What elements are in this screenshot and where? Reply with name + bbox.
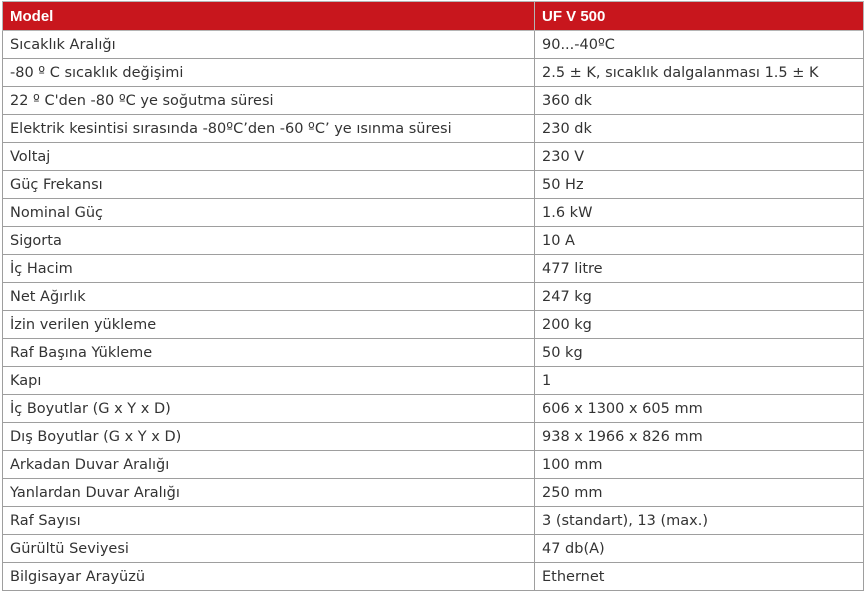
spec-table xyxy=(2,1,864,591)
table-row xyxy=(3,535,864,563)
spec-label: Net Ağırlık xyxy=(3,283,535,311)
table-row xyxy=(3,423,864,451)
spec-label: Sigorta xyxy=(3,227,535,255)
spec-label: Voltaj xyxy=(3,143,535,171)
table-row xyxy=(3,479,864,507)
table-row xyxy=(3,199,864,227)
spec-value: 606 x 1300 x 605 mm xyxy=(535,395,864,423)
spec-value: 10 A xyxy=(535,227,864,255)
spec-value: Ethernet xyxy=(535,563,864,591)
spec-value: 90...-40ºC xyxy=(535,31,864,59)
table-row xyxy=(3,171,864,199)
table-row xyxy=(3,87,864,115)
table-row xyxy=(3,115,864,143)
spec-value: 1.6 kW xyxy=(535,199,864,227)
spec-label: Bilgisayar Arayüzü xyxy=(3,563,535,591)
spec-value: 247 kg xyxy=(535,283,864,311)
table-row xyxy=(3,339,864,367)
spec-label: Gürültü Seviyesi xyxy=(3,535,535,563)
spec-label: Raf Başına Yükleme xyxy=(3,339,535,367)
spec-value: 50 Hz xyxy=(535,171,864,199)
spec-value: 230 V xyxy=(535,143,864,171)
spec-label: Nominal Güç xyxy=(3,199,535,227)
spec-label: Güç Frekansı xyxy=(3,171,535,199)
spec-label: -80 º C sıcaklık değişimi xyxy=(3,59,535,87)
spec-label: Arkadan Duvar Aralığı xyxy=(3,451,535,479)
spec-value: 360 dk xyxy=(535,87,864,115)
spec-value: 1 xyxy=(535,367,864,395)
spec-value: 250 mm xyxy=(535,479,864,507)
table-row xyxy=(3,507,864,535)
spec-label: Sıcaklık Aralığı xyxy=(3,31,535,59)
table-row xyxy=(3,367,864,395)
header-model: Model xyxy=(3,2,535,31)
spec-value: 50 kg xyxy=(535,339,864,367)
header-model-name: UF V 500 xyxy=(535,2,864,31)
table-header-row xyxy=(3,2,864,31)
table-row xyxy=(3,59,864,87)
spec-value: 2.5 ± K, sıcaklık dalgalanması 1.5 ± K xyxy=(535,59,864,87)
spec-label: Kapı xyxy=(3,367,535,395)
spec-value: 938 x 1966 x 826 mm xyxy=(535,423,864,451)
table-row xyxy=(3,395,864,423)
spec-value: 100 mm xyxy=(535,451,864,479)
spec-value: 47 db(A) xyxy=(535,535,864,563)
table-row xyxy=(3,31,864,59)
spec-label: Dış Boyutlar (G x Y x D) xyxy=(3,423,535,451)
spec-label: Raf Sayısı xyxy=(3,507,535,535)
table-row xyxy=(3,283,864,311)
spec-value: 3 (standart), 13 (max.) xyxy=(535,507,864,535)
spec-label: İç Boyutlar (G x Y x D) xyxy=(3,395,535,423)
spec-label: İç Hacim xyxy=(3,255,535,283)
spec-label: Elektrik kesintisi sırasında -80ºC’den -60 ºC’ ye ısınma süresi xyxy=(3,115,535,143)
table-body xyxy=(3,31,864,591)
spec-label: Yanlardan Duvar Aralığı xyxy=(3,479,535,507)
spec-label: İzin verilen yükleme xyxy=(3,311,535,339)
table-row xyxy=(3,255,864,283)
spec-value: 477 litre xyxy=(535,255,864,283)
table-row xyxy=(3,451,864,479)
table-row xyxy=(3,143,864,171)
spec-value: 230 dk xyxy=(535,115,864,143)
table-row xyxy=(3,563,864,591)
table-row xyxy=(3,227,864,255)
spec-label: 22 º C'den -80 ºC ye soğutma süresi xyxy=(3,87,535,115)
spec-value: 200 kg xyxy=(535,311,864,339)
table-row xyxy=(3,311,864,339)
